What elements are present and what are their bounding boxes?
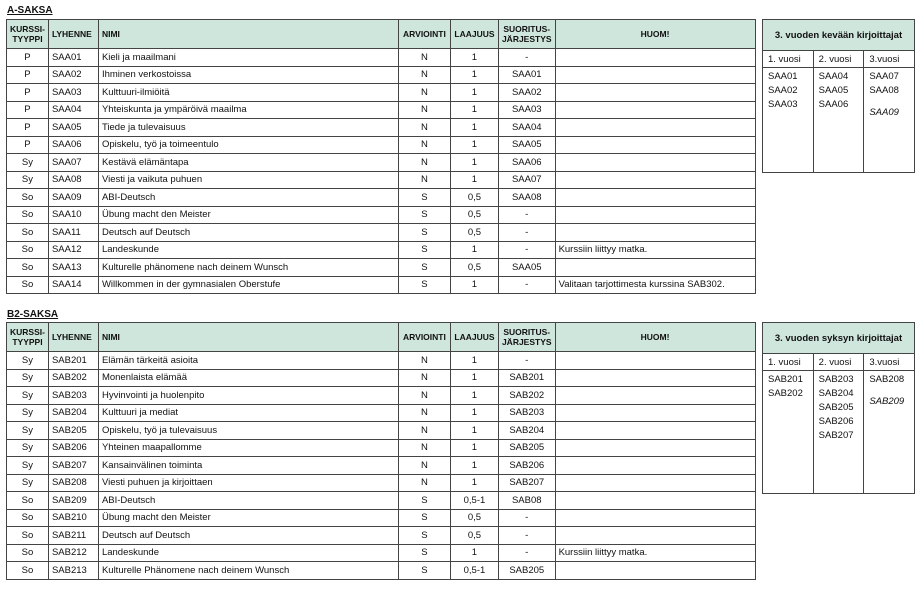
cell-assessment: N xyxy=(398,66,450,84)
cell-scope: 1 xyxy=(450,422,498,440)
cell-course-name: Kulturelle Phänomene nach deinem Wunsch xyxy=(98,562,398,580)
cell-notes xyxy=(555,171,755,189)
header-course-type: KURSSI- TYYPPI xyxy=(7,323,49,352)
cell-notes xyxy=(555,206,755,224)
cell-scope: 0,5-1 xyxy=(450,492,498,510)
cell-scope: 1 xyxy=(450,119,498,137)
cell-course-type: Sy xyxy=(7,439,49,457)
cell-course-type: P xyxy=(7,49,49,67)
cell-notes xyxy=(555,154,755,172)
cell-completion-order: SAB207 xyxy=(498,474,555,492)
cell-abbreviation: SAB210 xyxy=(48,509,98,527)
course-code: SAA02 xyxy=(768,85,798,96)
year-label: 3.vuosi xyxy=(864,51,915,68)
cell-assessment: S xyxy=(398,206,450,224)
cell-notes xyxy=(555,49,755,67)
sec-title-b2: B2-SAKSA xyxy=(7,309,59,320)
cell-scope: 0,5 xyxy=(450,224,498,242)
table-row xyxy=(7,171,756,189)
cell-abbreviation: SAA09 xyxy=(48,189,98,207)
cell-abbreviation: SAB206 xyxy=(48,439,98,457)
cell-course-type: So xyxy=(7,527,49,545)
cell-scope: 1 xyxy=(450,352,498,370)
cell-abbreviation: SAA01 xyxy=(48,49,98,67)
cell-abbreviation: SAB209 xyxy=(48,492,98,510)
course-code: SAB208 xyxy=(869,374,905,385)
cell-assessment: N xyxy=(398,387,450,405)
cell-assessment: N xyxy=(398,101,450,119)
cell-course-type: So xyxy=(7,492,49,510)
cell-scope: 1 xyxy=(450,171,498,189)
header-assessment: ARVIOINTI xyxy=(398,323,450,352)
cell-abbreviation: SAB203 xyxy=(48,387,98,405)
year-label: 1. vuosi xyxy=(763,51,814,68)
cell-course-name: Landeskunde xyxy=(98,241,398,259)
cell-assessment: N xyxy=(398,154,450,172)
cell-course-type: P xyxy=(7,66,49,84)
cell-course-type: Sy xyxy=(7,387,49,405)
table-row xyxy=(7,509,756,527)
cell-course-name: Kulttuuri-ilmiöitä xyxy=(98,84,398,102)
cell-course-type: P xyxy=(7,84,49,102)
course-code: SAA05 xyxy=(818,85,849,96)
cell-notes xyxy=(555,101,755,119)
cell-assessment: S xyxy=(398,527,450,545)
table-row xyxy=(7,562,756,580)
cell-scope: 1 xyxy=(450,369,498,387)
course-code: SAA01 xyxy=(768,71,798,82)
table-row xyxy=(7,101,756,119)
year-courses xyxy=(813,68,864,173)
cell-course-type: Sy xyxy=(7,352,49,370)
year-courses xyxy=(813,371,864,494)
cell-abbreviation: SAA02 xyxy=(48,66,98,84)
writers-title: 3. vuoden kevään kirjoittajat xyxy=(763,20,915,51)
cell-abbreviation: SAA11 xyxy=(48,224,98,242)
cell-course-type: So xyxy=(7,276,49,294)
header-assessment: ARVIOINTI xyxy=(398,20,450,49)
cell-notes xyxy=(555,527,755,545)
cell-completion-order: SAA07 xyxy=(498,171,555,189)
cell-notes xyxy=(555,509,755,527)
course-code: SAA03 xyxy=(768,99,798,110)
table-row xyxy=(7,387,756,405)
cell-completion-order: SAA05 xyxy=(498,136,555,154)
cell-completion-order: SAB08 xyxy=(498,492,555,510)
cell-scope: 1 xyxy=(450,154,498,172)
cell-course-name: Opiskelu, työ ja toimeentulo xyxy=(98,136,398,154)
cell-course-name: Kulttuuri ja mediat xyxy=(98,404,398,422)
course-code: SAB206 xyxy=(818,416,854,427)
cell-scope: 1 xyxy=(450,457,498,475)
table-row xyxy=(7,136,756,154)
cell-course-type: Sy xyxy=(7,457,49,475)
header-row xyxy=(7,323,756,352)
course-code: SAA07 xyxy=(869,71,899,82)
table-row xyxy=(7,474,756,492)
table-row xyxy=(7,457,756,475)
sec-title-a: A-SAKSA xyxy=(7,5,53,16)
course-code xyxy=(869,387,909,395)
cell-course-type: Sy xyxy=(7,422,49,440)
cell-assessment: S xyxy=(398,544,450,562)
table-row xyxy=(7,492,756,510)
cell-completion-order: - xyxy=(498,49,555,67)
cell-scope: 0,5 xyxy=(450,259,498,277)
cell-completion-order: SAA05 xyxy=(498,259,555,277)
cell-notes: Kurssiin liittyy matka. xyxy=(555,544,755,562)
year-label: 3.vuosi xyxy=(864,354,915,371)
cell-assessment: N xyxy=(398,49,450,67)
header-course-type: KURSSI- TYYPPI xyxy=(7,20,49,49)
table-row xyxy=(7,154,756,172)
cell-assessment: S xyxy=(398,509,450,527)
cell-course-name: Hyvinvointi ja huolenpito xyxy=(98,387,398,405)
cell-scope: 0,5 xyxy=(450,206,498,224)
cell-notes xyxy=(555,369,755,387)
cell-notes xyxy=(555,439,755,457)
cell-course-type: Sy xyxy=(7,171,49,189)
cell-notes xyxy=(555,352,755,370)
cell-notes xyxy=(555,259,755,277)
cell-scope: 1 xyxy=(450,241,498,259)
writers-table-spring xyxy=(762,19,915,173)
cell-abbreviation: SAB201 xyxy=(48,352,98,370)
cell-notes xyxy=(555,119,755,137)
cell-completion-order: SAB205 xyxy=(498,562,555,580)
header-course-name: NIMI xyxy=(98,20,398,49)
cell-course-type: So xyxy=(7,224,49,242)
cell-scope: 1 xyxy=(450,439,498,457)
cell-assessment: S xyxy=(398,276,450,294)
cell-course-type: P xyxy=(7,136,49,154)
table-row xyxy=(7,224,756,242)
cell-course-type: So xyxy=(7,241,49,259)
cell-notes xyxy=(555,136,755,154)
cell-assessment: S xyxy=(398,492,450,510)
year-label: 2. vuosi xyxy=(813,51,864,68)
course-code: SAB204 xyxy=(818,388,854,399)
cell-completion-order: SAB201 xyxy=(498,369,555,387)
header-course-name: NIMI xyxy=(98,323,398,352)
cell-assessment: N xyxy=(398,369,450,387)
cell-assessment: N xyxy=(398,136,450,154)
cell-completion-order: SAB205 xyxy=(498,439,555,457)
cell-course-name: Viesti puhuen ja kirjoittaen xyxy=(98,474,398,492)
cell-course-type: So xyxy=(7,189,49,207)
table-row xyxy=(7,66,756,84)
course-code xyxy=(869,98,909,106)
cell-scope: 0,5 xyxy=(450,527,498,545)
table-row xyxy=(7,241,756,259)
cell-scope: 1 xyxy=(450,387,498,405)
cell-completion-order: SAB203 xyxy=(498,404,555,422)
cell-assessment: S xyxy=(398,562,450,580)
writers-title: 3. vuoden syksyn kirjoittajat xyxy=(763,323,915,354)
cell-course-type: P xyxy=(7,101,49,119)
cell-course-name: Monenlaista elämää xyxy=(98,369,398,387)
cell-course-name: Landeskunde xyxy=(98,544,398,562)
header-completion-order: SUORITUS- JÄRJESTYS xyxy=(498,323,555,352)
cell-completion-order: - xyxy=(498,206,555,224)
cell-abbreviation: SAA13 xyxy=(48,259,98,277)
cell-completion-order: SAA02 xyxy=(498,84,555,102)
cell-abbreviation: SAA04 xyxy=(48,101,98,119)
table-row xyxy=(7,259,756,277)
year-courses xyxy=(864,68,915,173)
cell-scope: 0,5 xyxy=(450,509,498,527)
course-code: SAA04 xyxy=(818,71,849,82)
cell-course-name: Yhteiskunta ja ympäröivä maailma xyxy=(98,101,398,119)
year-label: 1. vuosi xyxy=(763,354,814,371)
header-completion-order: SUORITUS- JÄRJESTYS xyxy=(498,20,555,49)
cell-notes xyxy=(555,84,755,102)
cell-notes: Valitaan tarjottimesta kurssina SAB302. xyxy=(555,276,755,294)
cell-completion-order: - xyxy=(498,241,555,259)
course-code: SAA08 xyxy=(869,85,899,96)
cell-course-type: So xyxy=(7,562,49,580)
cell-course-name: Kulturelle phänomene nach deinem Wunsch xyxy=(98,259,398,277)
cell-scope: 1 xyxy=(450,404,498,422)
cell-notes xyxy=(555,404,755,422)
year-courses xyxy=(864,371,915,494)
cell-assessment: N xyxy=(398,457,450,475)
cell-abbreviation: SAB208 xyxy=(48,474,98,492)
cell-completion-order: - xyxy=(498,352,555,370)
table-row xyxy=(7,276,756,294)
cell-completion-order: - xyxy=(498,276,555,294)
cell-scope: 1 xyxy=(450,66,498,84)
cell-scope: 1 xyxy=(450,84,498,102)
cell-course-name: ABI-Deutsch xyxy=(98,189,398,207)
cell-assessment: N xyxy=(398,119,450,137)
cell-course-name: Willkommen in der gymnasialen Oberstufe xyxy=(98,276,398,294)
cell-scope: 1 xyxy=(450,544,498,562)
cell-course-name: Ihminen verkostoissa xyxy=(98,66,398,84)
cell-assessment: S xyxy=(398,224,450,242)
cell-notes xyxy=(555,422,755,440)
cell-course-type: So xyxy=(7,206,49,224)
cell-course-name: Tiede ja tulevaisuus xyxy=(98,119,398,137)
writers-table-autumn xyxy=(762,322,915,494)
cell-course-type: Sy xyxy=(7,404,49,422)
header-notes: HUOM! xyxy=(555,20,755,49)
cell-completion-order: SAB204 xyxy=(498,422,555,440)
cell-completion-order: SAB206 xyxy=(498,457,555,475)
cell-course-name: Opiskelu, työ ja tulevaisuus xyxy=(98,422,398,440)
cell-assessment: N xyxy=(398,84,450,102)
table-row xyxy=(7,369,756,387)
cell-assessment: N xyxy=(398,439,450,457)
cell-assessment: S xyxy=(398,189,450,207)
cell-notes xyxy=(555,474,755,492)
table-row xyxy=(7,544,756,562)
table-row xyxy=(7,439,756,457)
table-row xyxy=(7,49,756,67)
cell-course-name: Kansainvälinen toiminta xyxy=(98,457,398,475)
cell-completion-order: SAA01 xyxy=(498,66,555,84)
cell-course-name: Übung macht den Meister xyxy=(98,206,398,224)
cell-assessment: N xyxy=(398,352,450,370)
cell-course-name: Übung macht den Meister xyxy=(98,509,398,527)
cell-notes xyxy=(555,562,755,580)
year-label: 2. vuosi xyxy=(813,354,864,371)
cell-assessment: N xyxy=(398,404,450,422)
cell-scope: 0,5-1 xyxy=(450,562,498,580)
course-table-b2-saksa xyxy=(6,322,756,580)
cell-scope: 0,5 xyxy=(450,189,498,207)
table-row xyxy=(7,189,756,207)
course-code: SAA06 xyxy=(818,99,849,110)
cell-abbreviation: SAA12 xyxy=(48,241,98,259)
course-code: SAB209 xyxy=(869,396,905,407)
cell-notes xyxy=(555,66,755,84)
cell-notes xyxy=(555,189,755,207)
cell-abbreviation: SAB211 xyxy=(48,527,98,545)
cell-course-name: Kieli ja maailmani xyxy=(98,49,398,67)
cell-abbreviation: SAA08 xyxy=(48,171,98,189)
year-courses xyxy=(763,68,814,173)
year-courses xyxy=(763,371,814,494)
cell-scope: 1 xyxy=(450,474,498,492)
cell-abbreviation: SAA06 xyxy=(48,136,98,154)
course-code: SAB203 xyxy=(818,374,854,385)
course-code: SAB207 xyxy=(818,430,854,441)
header-row xyxy=(7,20,756,49)
cell-abbreviation: SAA03 xyxy=(48,84,98,102)
table-row xyxy=(7,422,756,440)
course-code: SAB205 xyxy=(818,402,854,413)
table-row xyxy=(7,119,756,137)
cell-course-name: ABI-Deutsch xyxy=(98,492,398,510)
header-scope: LAAJUUS xyxy=(450,20,498,49)
header-notes: HUOM! xyxy=(555,323,755,352)
cell-notes xyxy=(555,457,755,475)
table-row xyxy=(7,404,756,422)
header-abbreviation: LYHENNE xyxy=(48,323,98,352)
cell-completion-order: SAA04 xyxy=(498,119,555,137)
cell-assessment: N xyxy=(398,422,450,440)
cell-course-type: So xyxy=(7,544,49,562)
cell-completion-order: SAA06 xyxy=(498,154,555,172)
cell-abbreviation: SAA05 xyxy=(48,119,98,137)
cell-abbreviation: SAA14 xyxy=(48,276,98,294)
header-scope: LAAJUUS xyxy=(450,323,498,352)
cell-abbreviation: SAB202 xyxy=(48,369,98,387)
cell-course-name: Viesti ja vaikuta puhuen xyxy=(98,171,398,189)
course-table-a-saksa xyxy=(6,19,756,294)
cell-course-type: So xyxy=(7,259,49,277)
cell-completion-order: SAA08 xyxy=(498,189,555,207)
cell-scope: 1 xyxy=(450,101,498,119)
cell-course-type: So xyxy=(7,509,49,527)
cell-scope: 1 xyxy=(450,49,498,67)
table-row xyxy=(7,84,756,102)
cell-abbreviation: SAB205 xyxy=(48,422,98,440)
cell-abbreviation: SAB213 xyxy=(48,562,98,580)
cell-abbreviation: SAA10 xyxy=(48,206,98,224)
cell-completion-order: - xyxy=(498,509,555,527)
cell-abbreviation: SAB212 xyxy=(48,544,98,562)
cell-course-type: Sy xyxy=(7,369,49,387)
cell-scope: 1 xyxy=(450,136,498,154)
cell-assessment: S xyxy=(398,241,450,259)
cell-scope: 1 xyxy=(450,276,498,294)
cell-notes: Kurssiin liittyy matka. xyxy=(555,241,755,259)
cell-abbreviation: SAB204 xyxy=(48,404,98,422)
cell-course-name: Elämän tärkeitä asioita xyxy=(98,352,398,370)
cell-abbreviation: SAB207 xyxy=(48,457,98,475)
course-code: SAB201 xyxy=(768,374,803,385)
cell-course-type: P xyxy=(7,119,49,137)
course-code: SAB202 xyxy=(768,388,803,399)
course-code: SAA09 xyxy=(869,107,899,118)
cell-assessment: S xyxy=(398,259,450,277)
cell-assessment: N xyxy=(398,474,450,492)
cell-completion-order: SAB202 xyxy=(498,387,555,405)
cell-course-name: Deutsch auf Deutsch xyxy=(98,224,398,242)
table-row xyxy=(7,527,756,545)
cell-abbreviation: SAA07 xyxy=(48,154,98,172)
header-abbreviation: LYHENNE xyxy=(48,20,98,49)
table-row xyxy=(7,206,756,224)
cell-course-name: Kestävä elämäntapa xyxy=(98,154,398,172)
cell-notes xyxy=(555,224,755,242)
cell-completion-order: - xyxy=(498,224,555,242)
cell-course-name: Deutsch auf Deutsch xyxy=(98,527,398,545)
cell-assessment: N xyxy=(398,171,450,189)
cell-notes xyxy=(555,492,755,510)
cell-completion-order: - xyxy=(498,544,555,562)
cell-completion-order: SAA03 xyxy=(498,101,555,119)
cell-completion-order: - xyxy=(498,527,555,545)
cell-course-name: Yhteinen maapallomme xyxy=(98,439,398,457)
table-row xyxy=(7,352,756,370)
cell-notes xyxy=(555,387,755,405)
cell-course-type: Sy xyxy=(7,474,49,492)
cell-course-type: Sy xyxy=(7,154,49,172)
